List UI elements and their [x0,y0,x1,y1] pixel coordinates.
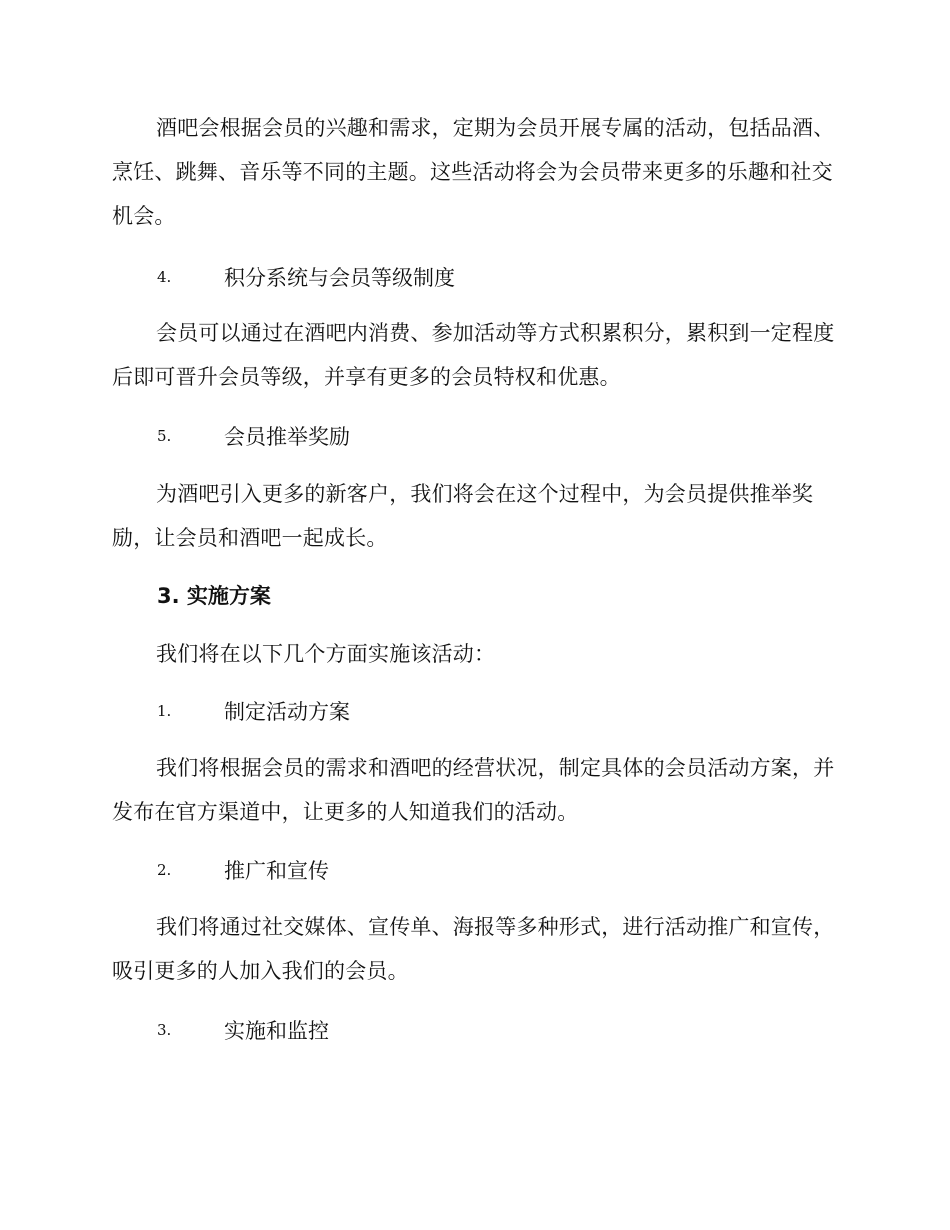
list-item-points-system [157,262,455,292]
list-item-label: 实施和监控 [224,1019,329,1043]
list-item-referral-reward [157,421,350,451]
paragraph-promotion: 我们将通过社交媒体、宣传单、海报等多种形式，进行活动推广和宣传，吸引更多的人加入我们的会员。 [112,915,835,983]
paragraph-intro: 我们将在以下几个方面实施该活动： [156,642,496,666]
list-number: 2. [157,861,172,879]
list-number: 3. [157,1021,172,1039]
list-number: 1. [157,702,172,720]
list-item-label: 推广和宣传 [224,859,329,883]
list-item-monitoring [157,1015,329,1045]
paragraph-points: 会员可以通过在酒吧内消费、参加活动等方式积累积分，累积到一定程度后即可晋升会员等级，并享有更多的会员特权和优惠。 [112,321,835,389]
list-item-label: 会员推举奖励 [224,425,350,449]
list-item-label: 制定活动方案 [224,700,350,724]
list-number: 4. [157,268,172,286]
paragraph-referral: 为酒吧引入更多的新客户，我们将会在这个过程中，为会员提供推举奖励，让会员和酒吧一起成长。 [112,482,814,550]
list-item-promotion [157,855,329,885]
list-item-plan [157,696,350,726]
paragraph-plan: 我们将根据会员的需求和酒吧的经营状况，制定具体的会员活动方案，并发布在官方渠道中，让更多的人知道我们的活动。 [112,756,835,824]
section-heading: 3. 实施方案 [157,584,271,608]
list-number: 5. [157,427,172,445]
paragraph-activities: 酒吧会根据会员的兴趣和需求，定期为会员开展专属的活动，包括品酒、烹饪、跳舞、音乐等不同的主题。这些活动将会为会员带来更多的乐趣和社交机会。 [112,116,835,228]
list-item-label: 积分系统与会员等级制度 [224,266,455,290]
